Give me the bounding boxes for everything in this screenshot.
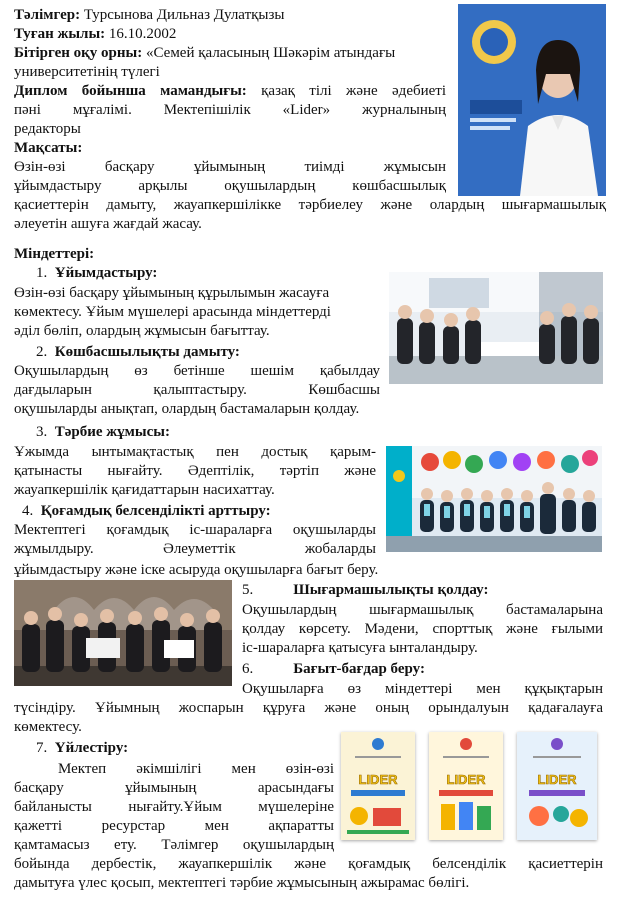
- lider-magazine-cover: [517, 732, 597, 840]
- task-text-line: әділ бөліп, олардың жұмысын бағыттау.: [14, 323, 270, 339]
- task-title: 5. Шығармашылықты қолдау:: [242, 582, 489, 598]
- task-text-line: ұйымдастыру және іске асыруда оқушыларға бағыт беру.: [14, 562, 379, 578]
- lider-magazine-cover: [429, 732, 503, 840]
- pupils-group-photo: [386, 446, 602, 552]
- task-text-line: Оқушыларға өз міндеттері мен құқықтарын: [242, 681, 603, 697]
- education-line-2: университетінің түлегі: [14, 64, 160, 80]
- task-title: 4. Қоғамдық белсенділікті арттыру:: [22, 503, 271, 519]
- task-title: 1. Ұйымдастыру:: [36, 265, 158, 281]
- diploma-line: Диплом бойынша мамандығы: қазақ тілі және әдебиеті: [14, 83, 447, 99]
- task-title: 6. Бағыт-бағдар беру:: [242, 661, 425, 677]
- students-award-photo: [14, 580, 232, 686]
- task-text-line: Мектептегі қоғамдық іс-шараларға оқушыларды: [14, 522, 376, 538]
- task-text-line: байланысты нығайту.Ұйым мүшелеріне: [14, 799, 334, 815]
- task-title: 7. Үйлестіру:: [36, 740, 129, 756]
- task-title: 3. Тәрбие жұмысы:: [36, 424, 170, 440]
- mentor-line: Тәлімгер: Турсынова Дильназ Дулатқызы: [14, 7, 285, 23]
- task-text-line: іс-шараларға қатысуға ынталандыру.: [242, 640, 478, 656]
- diploma-line-3: редакторы: [14, 121, 81, 137]
- task-text-line: жауапкершілік қағидаттарын насихаттау.: [14, 482, 275, 498]
- task-text-line: дамытуға үлес қосып, мектептегі тәрбие жұмысының ажырамас бөлігі.: [14, 875, 470, 891]
- task-text-line: қажетті ресурстар мен ақпаратты: [14, 818, 334, 834]
- goal-heading: Мақсаты:: [14, 140, 83, 156]
- task-text-line: Ұжымда ынтымақтастық пен достық қарым-: [14, 444, 376, 460]
- task-text-line: жұмылдыру. Әлеуметтік жобаларды: [14, 541, 376, 557]
- goal-line: Өзін-өзі басқару ұйымының тиімді жұмысын: [14, 159, 446, 175]
- task-text-line: қамтамасыз ету. Тәлімгер оқушылардың: [14, 837, 334, 853]
- task-text-line: түсіндіру. Ұйымның жоспарын құруға және оның орындалуын қадағалауға: [14, 700, 603, 716]
- task-text-line: дағдыларын қалыптастыру. Көшбасшы: [14, 382, 380, 398]
- task-title: 2. Көшбасшылықты дамыту:: [36, 344, 240, 360]
- goal-line: ұйымдастыру арқылы оқушылардың көшбасшылық: [14, 178, 446, 194]
- task-text-line: Мектеп әкімшілігі мен өзін-өзі: [58, 761, 334, 777]
- task-text-line: оқушыларды анықтап, олардың бастамаларын қолдау.: [14, 401, 360, 417]
- task-text-line: Оқушылардың шығармашылық бастамаларына: [242, 602, 603, 618]
- task-text-line: Өзін-өзі басқару ұйымының құрылымын жасауға: [14, 285, 330, 301]
- tasks-heading: Міндеттері:: [14, 246, 95, 262]
- task-text-line: басқару ұйымының арасындағы: [14, 780, 334, 796]
- task-text-line: көмектесу. Ұйым мүшелері арасында міндеттерді: [14, 304, 331, 320]
- lider-magazine-cover: [341, 732, 415, 840]
- task-text-line: Оқушылардың өз бетінше шешім қабылдау: [14, 363, 380, 379]
- education-line: Бітірген оқу орны: «Семей қаласының Шәкәрім атындағы: [14, 45, 396, 61]
- task-text-line: қолдау көрсету. Мәдени, спорттық және ғылыми: [242, 621, 603, 637]
- diploma-line-2: пәні мұғалімі. Мектепішілік «Lider» журналының: [14, 102, 446, 118]
- magazine-title: LIDER: [537, 772, 577, 787]
- task-text-line: бойында дербестік, жауапкершілік және қоғамдық белсенділік қасиеттерін: [14, 856, 603, 872]
- magazine-title: LIDER: [446, 772, 486, 787]
- goal-line: қасиеттерін дамыту, жауапкершілікке тәрбиелеу және олардың шығармашылық: [14, 197, 606, 213]
- students-group-photo: [389, 272, 603, 384]
- birth-line: Туған жылы: 16.10.2002: [14, 26, 177, 42]
- goal-line: әлеуетін ашуға жағдай жасау.: [14, 216, 202, 232]
- task-text-line: қатынасты нығайту. Әдептілік, тәртіп және: [14, 463, 376, 479]
- task-text-line: көмектесу.: [14, 719, 82, 735]
- magazine-title: LIDER: [358, 772, 398, 787]
- mentor-portrait-photo: [458, 4, 606, 196]
